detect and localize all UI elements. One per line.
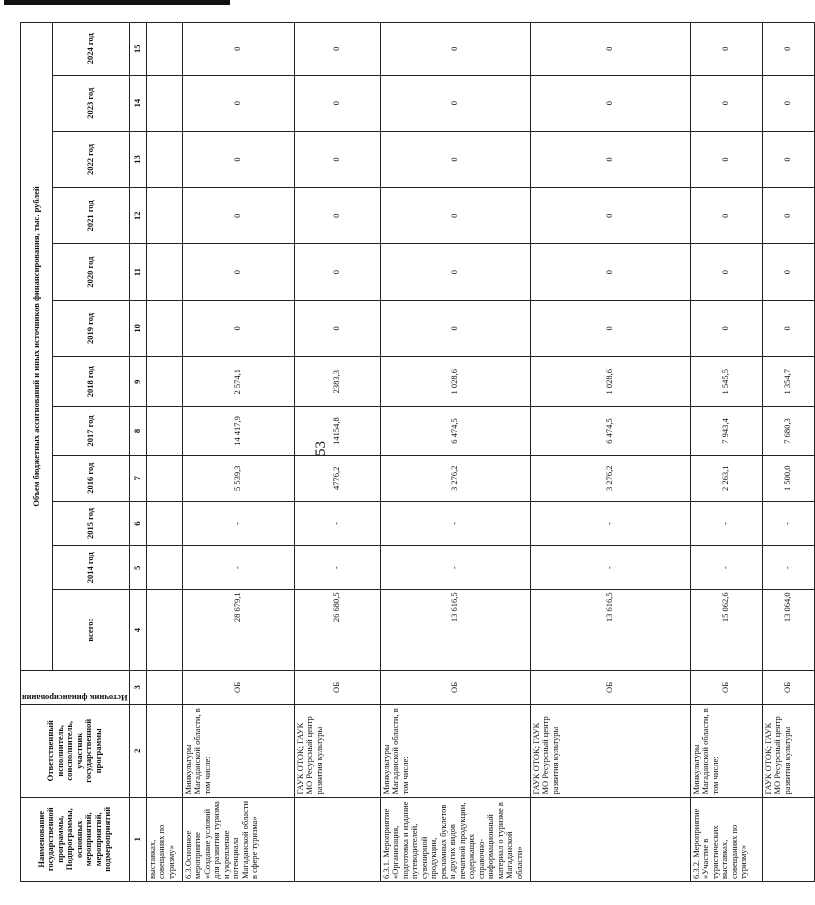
row-year-value	[146, 407, 182, 455]
header-year: 2024 год	[53, 23, 129, 76]
row-year-value: 0	[762, 244, 814, 300]
row-year-value: 0	[690, 75, 762, 131]
table-body	[146, 23, 814, 882]
row-name	[530, 797, 690, 881]
row-year-value	[146, 75, 182, 131]
row-responsible: ГАУК ОТОК; ГАУК МО Ресурсный центр развития культуры	[530, 705, 690, 798]
table-row	[380, 23, 530, 882]
table-row	[530, 23, 690, 882]
row-year-value: 2 263,1	[690, 455, 762, 501]
row-year-value: 3 276,2	[530, 455, 690, 501]
row-year-value: 0	[294, 300, 380, 356]
row-year-value: 2 574,1	[182, 357, 294, 407]
header-source-cell	[21, 670, 130, 704]
row-year-value: 0	[182, 300, 294, 356]
row-year-value: 0	[182, 131, 294, 187]
row-year-value: -	[530, 546, 690, 590]
column-number: 7	[129, 455, 146, 501]
column-number: 8	[129, 407, 146, 455]
row-year-value: 3 276,2	[380, 455, 530, 501]
row-responsible	[146, 705, 182, 798]
row-total: 15 062,6	[690, 590, 762, 670]
row-year-value: 0	[294, 23, 380, 76]
header-year: 2022 год	[53, 131, 129, 187]
row-year-value	[146, 131, 182, 187]
row-responsible: ГАУК ОТОК; ГАУК МО Ресурсный центр развития культуры	[294, 705, 380, 798]
table-row	[146, 23, 182, 882]
row-year-value: 0	[294, 131, 380, 187]
row-total	[146, 590, 182, 670]
row-year-value: 14154,8	[294, 407, 380, 455]
row-year-value: -	[182, 501, 294, 545]
header-year: 2014 год	[53, 546, 129, 590]
row-year-value: 7 943,4	[690, 407, 762, 455]
column-number: 15	[129, 23, 146, 76]
row-year-value: 1 500,0	[762, 455, 814, 501]
row-year-value: 7 680,3	[762, 407, 814, 455]
row-name: выставках, совещаниях по туризму»	[146, 797, 182, 881]
row-total: 13 064,0	[762, 590, 814, 670]
row-year-value: 6 474,5	[380, 407, 530, 455]
row-year-value: 0	[530, 188, 690, 244]
row-year-value: -	[762, 546, 814, 590]
row-year-value: 0	[690, 300, 762, 356]
header-source: Источник финансирования	[22, 693, 128, 704]
column-number: 1	[129, 797, 146, 881]
row-year-value: 0	[380, 75, 530, 131]
row-year-value: 14 417,9	[182, 407, 294, 455]
row-year-value: 0	[294, 75, 380, 131]
row-year-value	[146, 244, 182, 300]
column-number: 3	[129, 670, 146, 704]
row-year-value: 0	[762, 23, 814, 76]
row-responsible: Минкультуры Магаданской области, в том числе:	[690, 705, 762, 798]
row-year-value: 0	[294, 188, 380, 244]
row-year-value: 0	[762, 300, 814, 356]
row-responsible: ГАУК ОТОК; ГАУК МО Ресурсный центр развития культуры	[762, 705, 814, 798]
row-year-value: 0	[294, 244, 380, 300]
row-year-value	[146, 188, 182, 244]
row-year-value	[146, 455, 182, 501]
row-responsible: Минкультуры Магаданской области, в том числе:	[380, 705, 530, 798]
row-year-value: 0	[182, 23, 294, 76]
column-number: 14	[129, 75, 146, 131]
row-year-value: 0	[182, 75, 294, 131]
row-year-value: 1 028,6	[530, 357, 690, 407]
column-number-row	[129, 23, 146, 882]
row-total: 13 616,5	[530, 590, 690, 670]
row-year-value: 0	[530, 23, 690, 76]
row-name	[294, 797, 380, 881]
row-year-value: -	[530, 501, 690, 545]
table-row	[690, 23, 762, 882]
row-source: ОБ	[294, 670, 380, 704]
column-number: 4	[129, 590, 146, 670]
header-year: 2015 год	[53, 501, 129, 545]
table-row	[182, 23, 294, 882]
row-year-value: 0	[182, 188, 294, 244]
row-year-value: 0	[762, 188, 814, 244]
rotated-page	[20, 22, 793, 882]
row-year-value: 0	[690, 131, 762, 187]
row-year-value: 0	[762, 75, 814, 131]
row-year-value	[146, 23, 182, 76]
row-name	[762, 797, 814, 881]
row-year-value: -	[294, 546, 380, 590]
header-year: 2021 год	[53, 188, 129, 244]
row-year-value: 2383,3	[294, 357, 380, 407]
row-year-value: 0	[380, 300, 530, 356]
row-year-value: -	[380, 501, 530, 545]
row-year-value: 0	[380, 188, 530, 244]
row-year-value: 1 028,6	[380, 357, 530, 407]
row-total: 26 680,5	[294, 590, 380, 670]
row-year-value: 4776,2	[294, 455, 380, 501]
column-number: 5	[129, 546, 146, 590]
row-year-value: 0	[182, 244, 294, 300]
header-year: 2017 год	[53, 407, 129, 455]
header-responsible: Ответственный исполнитель, соисполнитель, участник государственной программы	[21, 705, 130, 798]
row-year-value: -	[182, 546, 294, 590]
header-funding-group: Объем бюджетных ассигнований и иных источников финансирования, тыс. рублей	[21, 23, 53, 671]
row-source	[146, 670, 182, 704]
row-source: ОБ	[380, 670, 530, 704]
row-year-value: -	[690, 501, 762, 545]
row-source: ОБ	[690, 670, 762, 704]
table-row	[762, 23, 814, 882]
column-number: 11	[129, 244, 146, 300]
row-year-value: 5 539,3	[182, 455, 294, 501]
top-edge-bar	[4, 0, 230, 5]
header-year: 2016 год	[53, 455, 129, 501]
row-year-value	[146, 546, 182, 590]
row-responsible: Минкультуры Магаданской области, в том числе:	[182, 705, 294, 798]
row-year-value: 0	[530, 244, 690, 300]
row-year-value: 0	[380, 131, 530, 187]
header-year: 2020 год	[53, 244, 129, 300]
row-year-value	[146, 501, 182, 545]
row-year-value: 0	[762, 131, 814, 187]
column-number: 9	[129, 357, 146, 407]
row-year-value: 6 474,5	[530, 407, 690, 455]
header-name: Наименование государственной программы, Подпрограммы, основных мероприятий, мероприятий, подмероприятий	[21, 797, 130, 881]
row-year-value: -	[690, 546, 762, 590]
row-year-value: 0	[530, 75, 690, 131]
row-year-value: -	[380, 546, 530, 590]
row-year-value: 0	[690, 244, 762, 300]
row-source: ОБ	[762, 670, 814, 704]
row-year-value: 1 354,7	[762, 357, 814, 407]
row-year-value: 0	[380, 244, 530, 300]
table-row	[294, 23, 380, 882]
row-year-value: 0	[530, 131, 690, 187]
row-name: 6.3.2. Мероприятие «Участие в туристических выставках, совещаниях по туризму»	[690, 797, 762, 881]
row-year-value	[146, 300, 182, 356]
column-number: 2	[129, 705, 146, 798]
header-total: всего:	[53, 590, 129, 670]
header-year: 2019 год	[53, 300, 129, 356]
column-number: 13	[129, 131, 146, 187]
row-year-value: -	[294, 501, 380, 545]
row-source: ОБ	[530, 670, 690, 704]
header-year: 2018 год	[53, 357, 129, 407]
row-year-value: 0	[690, 188, 762, 244]
page-number: 53	[313, 441, 329, 456]
column-number: 10	[129, 300, 146, 356]
row-year-value: 0	[690, 23, 762, 76]
row-year-value: -	[762, 501, 814, 545]
column-number: 6	[129, 501, 146, 545]
column-number: 12	[129, 188, 146, 244]
row-source: ОБ	[182, 670, 294, 704]
row-year-value: 0	[530, 300, 690, 356]
row-total: 28 679,1	[182, 590, 294, 670]
funding-table	[20, 22, 815, 882]
header-year: 2023 год	[53, 75, 129, 131]
row-year-value	[146, 357, 182, 407]
row-year-value: 1 545,5	[690, 357, 762, 407]
row-name: 6.3.1. Мероприятие «Организация, подготовка и издание путеводителей, сувенирной продукции, рекламных буклетов и других видов печатной продукции, содержащих справочно-информационный материал о туризме в Магаданской области»	[380, 797, 530, 881]
row-name: 6.3.Основное мероприятие «Создание условий для развития туризма и укрепление потенциала Магаданской области в сфере туризма»	[182, 797, 294, 881]
row-total: 13 616,5	[380, 590, 530, 670]
row-year-value: 0	[380, 23, 530, 76]
